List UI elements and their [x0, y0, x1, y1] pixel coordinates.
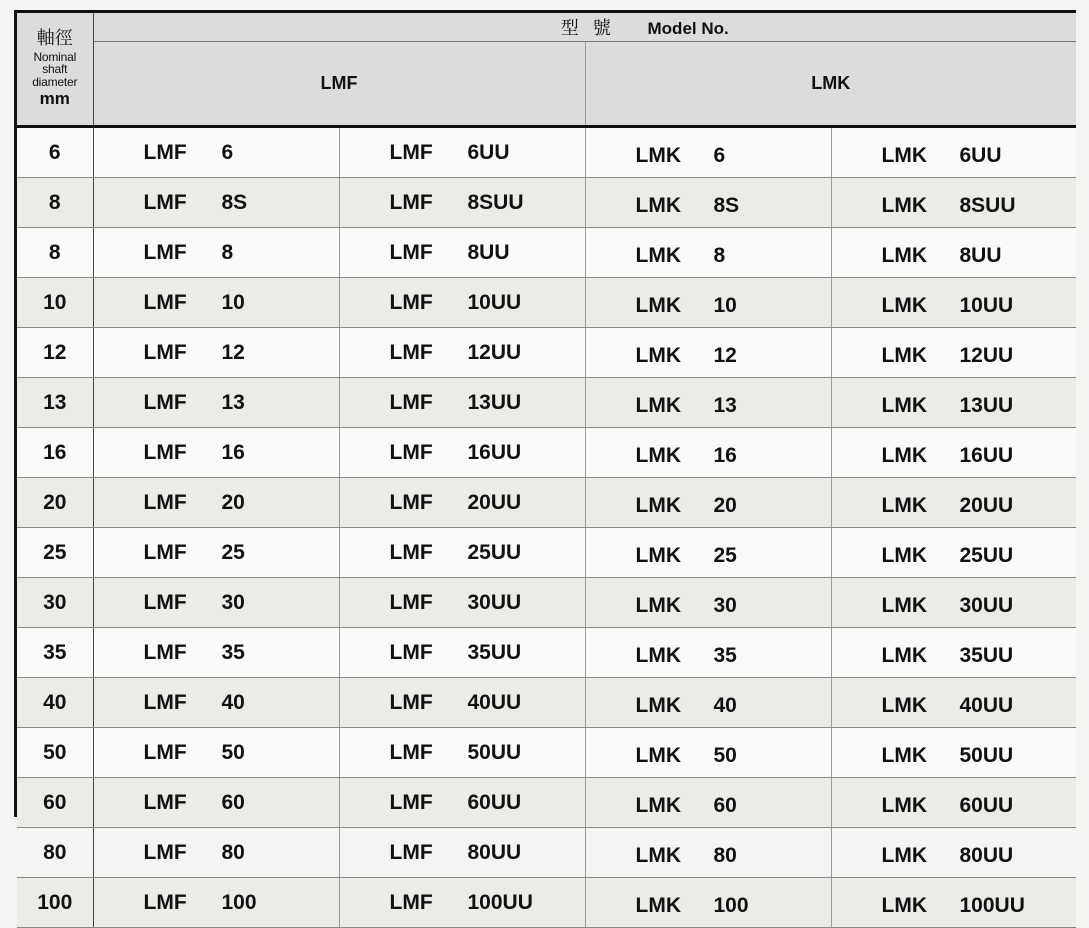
model-prefix: LMF	[143, 640, 187, 664]
model-prefix: LMF	[389, 740, 433, 764]
model-prefix: LMF	[389, 640, 433, 664]
model-prefix: LMF	[389, 340, 433, 364]
shaft-diameter-cell: 20	[17, 478, 93, 528]
shaft-diameter-cell: 80	[17, 828, 93, 878]
model-prefix: LMK	[881, 893, 927, 917]
model-size: 35UU	[959, 643, 1014, 667]
model-cell-lmk-uu	[831, 328, 1076, 378]
model-prefix: LMK	[881, 843, 927, 867]
model-size: 25	[713, 543, 737, 567]
model-size: 8	[713, 243, 726, 267]
model-prefix: LMK	[635, 843, 681, 867]
table-row	[17, 328, 1076, 378]
model-size: 6UU	[959, 143, 1002, 167]
model-size: 16	[221, 440, 245, 464]
model-size: 10UU	[467, 290, 522, 314]
model-prefix: LMK	[881, 143, 927, 167]
model-size: 16UU	[467, 440, 522, 464]
model-size: 8UU	[959, 243, 1002, 267]
shaft-diameter-cell: 10	[17, 278, 93, 328]
model-cell-lmf-uu	[339, 278, 585, 328]
model-cell-lmk-uu	[831, 878, 1076, 928]
model-prefix: LMF	[143, 690, 187, 714]
model-cell-lmf-uu	[339, 878, 585, 928]
diameter-header-en-1: Nominal	[33, 49, 77, 64]
model-prefix: LMK	[635, 143, 681, 167]
shaft-diameter-cell: 13	[17, 378, 93, 428]
model-size: 35UU	[467, 640, 522, 664]
model-prefix: LMF	[143, 540, 187, 564]
model-cell-lmf-uu	[339, 578, 585, 628]
shaft-diameter-cell: 12	[17, 328, 93, 378]
model-cell-lmf	[93, 428, 339, 478]
model-cell-lmk-uu	[831, 728, 1076, 778]
model-prefix: LMK	[635, 393, 681, 417]
model-prefix: LMK	[881, 193, 927, 217]
model-size: 6UU	[467, 140, 510, 164]
model-prefix: LMF	[143, 340, 187, 364]
model-prefix: LMK	[881, 443, 927, 467]
model-size: 100	[221, 890, 257, 914]
model-prefix: LMF	[389, 290, 433, 314]
model-prefix: LMF	[143, 740, 187, 764]
model-size: 100	[713, 893, 749, 917]
model-prefix: LMK	[635, 193, 681, 217]
model-cell-lmf	[93, 878, 339, 928]
model-cell-lmf-uu	[339, 428, 585, 478]
group-header-lmf: LMF	[93, 42, 585, 127]
model-cell-lmk	[585, 628, 831, 678]
model-cell-lmf-uu	[339, 378, 585, 428]
model-prefix: LMK	[881, 293, 927, 317]
model-prefix: LMF	[143, 140, 187, 164]
model-cell-lmf	[93, 228, 339, 278]
model-size: 80UU	[467, 840, 522, 864]
model-size: 30UU	[467, 590, 522, 614]
model-cell-lmf	[93, 478, 339, 528]
model-size: 100UU	[467, 890, 533, 914]
model-cell-lmf	[93, 178, 339, 228]
model-prefix: LMF	[143, 290, 187, 314]
model-prefix: LMK	[635, 293, 681, 317]
model-prefix: LMF	[143, 590, 187, 614]
shaft-diameter-cell: 50	[17, 728, 93, 778]
model-cell-lmk	[585, 328, 831, 378]
model-prefix: LMK	[635, 743, 681, 767]
model-prefix: LMF	[389, 690, 433, 714]
model-size: 80	[221, 840, 245, 864]
model-cell-lmf	[93, 778, 339, 828]
model-cell-lmk	[585, 478, 831, 528]
diameter-header	[17, 13, 93, 127]
table-row	[17, 578, 1076, 628]
model-size: 10	[221, 290, 245, 314]
model-size: 10	[713, 293, 737, 317]
model-size: 12	[221, 340, 245, 364]
model-prefix: LMK	[635, 343, 681, 367]
model-prefix: LMF	[389, 490, 433, 514]
model-cell-lmk-uu	[831, 628, 1076, 678]
shaft-diameter-cell: 60	[17, 778, 93, 828]
model-cell-lmk-uu	[831, 828, 1076, 878]
model-size: 16	[713, 443, 737, 467]
model-cell-lmf	[93, 728, 339, 778]
model-number-header-en: Model No.	[647, 19, 729, 38]
table-row	[17, 628, 1076, 678]
model-number-table-body	[17, 127, 1076, 928]
model-size: 20	[713, 493, 737, 517]
model-number-table	[17, 13, 1076, 928]
shaft-diameter-cell: 30	[17, 578, 93, 628]
model-cell-lmk	[585, 178, 831, 228]
model-cell-lmk-uu	[831, 678, 1076, 728]
table-row	[17, 528, 1076, 578]
model-prefix: LMF	[389, 840, 433, 864]
model-prefix: LMF	[143, 890, 187, 914]
model-number-header-zh: 型號	[560, 18, 625, 39]
model-size: 80	[713, 843, 737, 867]
model-cell-lmk	[585, 828, 831, 878]
model-cell-lmk-uu	[831, 127, 1076, 178]
model-cell-lmf	[93, 127, 339, 178]
model-size: 20UU	[959, 493, 1014, 517]
table-row	[17, 778, 1076, 828]
model-size: 60UU	[959, 793, 1014, 817]
model-size: 30	[221, 590, 245, 614]
model-size: 50UU	[467, 740, 522, 764]
model-cell-lmk	[585, 528, 831, 578]
table-row	[17, 378, 1076, 428]
model-size: 8UU	[467, 240, 510, 264]
model-prefix: LMK	[881, 393, 927, 417]
model-cell-lmf-uu	[339, 228, 585, 278]
shaft-diameter-cell: 40	[17, 678, 93, 728]
model-size: 40UU	[959, 693, 1014, 717]
diameter-header-zh: 軸徑	[36, 27, 73, 49]
model-cell-lmf	[93, 678, 339, 728]
diameter-header-en-3: diameter	[32, 74, 78, 89]
table-row	[17, 678, 1076, 728]
model-prefix: LMK	[635, 493, 681, 517]
model-size: 80UU	[959, 843, 1014, 867]
model-prefix: LMK	[635, 593, 681, 617]
model-size: 10UU	[959, 293, 1014, 317]
model-cell-lmk	[585, 728, 831, 778]
shaft-diameter-cell: 100	[17, 878, 93, 928]
model-cell-lmk-uu	[831, 528, 1076, 578]
model-cell-lmf	[93, 328, 339, 378]
group-header-lmk: LMK	[585, 42, 1076, 127]
model-cell-lmk	[585, 878, 831, 928]
model-size: 6	[713, 143, 726, 167]
model-number-table-sheet	[14, 10, 1076, 917]
model-size: 35	[221, 640, 245, 664]
model-prefix: LMK	[881, 593, 927, 617]
model-size: 12	[713, 343, 737, 367]
shaft-diameter-cell: 8	[17, 228, 93, 278]
model-size: 25	[221, 540, 245, 564]
model-cell-lmf-uu	[339, 127, 585, 178]
model-size: 30	[713, 593, 737, 617]
model-cell-lmk	[585, 127, 831, 178]
model-size: 12UU	[959, 343, 1014, 367]
model-size: 40	[713, 693, 737, 717]
shaft-diameter-cell: 8	[17, 178, 93, 228]
model-size: 25UU	[959, 543, 1014, 567]
model-size: 13UU	[467, 390, 522, 414]
model-size: 13	[221, 390, 245, 414]
model-prefix: LMK	[635, 643, 681, 667]
shaft-diameter-cell: 16	[17, 428, 93, 478]
model-prefix: LMF	[389, 540, 433, 564]
table-row	[17, 728, 1076, 778]
model-size: 60UU	[467, 790, 522, 814]
model-cell-lmf-uu	[339, 778, 585, 828]
model-prefix: LMF	[143, 190, 187, 214]
shaft-diameter-cell: 35	[17, 628, 93, 678]
model-size: 8SUU	[467, 190, 524, 214]
model-cell-lmk-uu	[831, 378, 1076, 428]
model-size: 16UU	[959, 443, 1014, 467]
table-row	[17, 878, 1076, 928]
model-cell-lmk	[585, 278, 831, 328]
model-prefix: LMK	[635, 543, 681, 567]
model-prefix: LMK	[881, 743, 927, 767]
model-cell-lmk	[585, 778, 831, 828]
model-cell-lmf-uu	[339, 828, 585, 878]
model-cell-lmf	[93, 278, 339, 328]
table-row	[17, 127, 1076, 178]
model-size: 8S	[713, 193, 740, 217]
model-cell-lmk	[585, 228, 831, 278]
model-size: 50UU	[959, 743, 1014, 767]
model-prefix: LMF	[389, 140, 433, 164]
model-cell-lmf-uu	[339, 678, 585, 728]
model-prefix: LMF	[389, 240, 433, 264]
model-prefix: LMK	[635, 793, 681, 817]
model-size: 100UU	[959, 893, 1025, 917]
model-cell-lmf	[93, 378, 339, 428]
model-prefix: LMF	[143, 440, 187, 464]
model-cell-lmf-uu	[339, 628, 585, 678]
model-prefix: LMF	[389, 790, 433, 814]
model-size: 35	[713, 643, 737, 667]
model-prefix: LMK	[881, 493, 927, 517]
model-prefix: LMK	[635, 893, 681, 917]
model-cell-lmk	[585, 378, 831, 428]
model-cell-lmf	[93, 828, 339, 878]
model-size: 12UU	[467, 340, 522, 364]
shaft-diameter-cell: 6	[17, 127, 93, 178]
model-size: 60	[713, 793, 737, 817]
model-prefix: LMF	[389, 890, 433, 914]
model-size: 20UU	[467, 490, 522, 514]
model-cell-lmk-uu	[831, 228, 1076, 278]
model-size: 8S	[221, 190, 248, 214]
table-row	[17, 278, 1076, 328]
model-cell-lmk-uu	[831, 478, 1076, 528]
model-cell-lmk-uu	[831, 178, 1076, 228]
model-size: 8	[221, 240, 234, 264]
model-cell-lmk	[585, 578, 831, 628]
model-cell-lmk-uu	[831, 578, 1076, 628]
model-prefix: LMF	[143, 240, 187, 264]
model-cell-lmk-uu	[831, 278, 1076, 328]
model-prefix: LMF	[143, 490, 187, 514]
model-prefix: LMK	[635, 243, 681, 267]
model-prefix: LMF	[389, 190, 433, 214]
model-prefix: LMK	[881, 543, 927, 567]
model-prefix: LMF	[389, 390, 433, 414]
table-row	[17, 228, 1076, 278]
table-row	[17, 178, 1076, 228]
model-number-header	[93, 13, 1076, 42]
model-cell-lmf-uu	[339, 728, 585, 778]
model-cell-lmf-uu	[339, 178, 585, 228]
model-size: 25UU	[467, 540, 522, 564]
model-cell-lmk-uu	[831, 778, 1076, 828]
model-prefix: LMK	[635, 443, 681, 467]
table-row	[17, 428, 1076, 478]
model-prefix: LMK	[881, 693, 927, 717]
model-size: 13	[713, 393, 737, 417]
model-size: 20	[221, 490, 245, 514]
model-cell-lmf	[93, 578, 339, 628]
model-prefix: LMK	[635, 693, 681, 717]
model-size: 6	[221, 140, 234, 164]
model-size: 40UU	[467, 690, 522, 714]
model-prefix: LMF	[143, 390, 187, 414]
model-cell-lmk	[585, 678, 831, 728]
model-prefix: LMF	[389, 440, 433, 464]
model-cell-lmf-uu	[339, 328, 585, 378]
table-row	[17, 828, 1076, 878]
model-prefix: LMF	[143, 790, 187, 814]
model-cell-lmf	[93, 528, 339, 578]
model-size: 8SUU	[959, 193, 1016, 217]
model-prefix: LMK	[881, 793, 927, 817]
diameter-header-en-2: shaft	[42, 62, 68, 77]
model-cell-lmf	[93, 628, 339, 678]
model-size: 13UU	[959, 393, 1014, 417]
model-prefix: LMK	[881, 243, 927, 267]
model-cell-lmk-uu	[831, 428, 1076, 478]
model-prefix: LMK	[881, 643, 927, 667]
model-prefix: LMF	[389, 590, 433, 614]
table-row	[17, 478, 1076, 528]
model-size: 40	[221, 690, 245, 714]
model-prefix: LMK	[881, 343, 927, 367]
diameter-header-unit: mm	[39, 89, 70, 109]
model-cell-lmf-uu	[339, 478, 585, 528]
model-cell-lmf-uu	[339, 528, 585, 578]
model-size: 50	[221, 740, 245, 764]
model-size: 30UU	[959, 593, 1014, 617]
model-size: 60	[221, 790, 245, 814]
model-cell-lmk	[585, 428, 831, 478]
model-size: 50	[713, 743, 737, 767]
shaft-diameter-cell: 25	[17, 528, 93, 578]
model-prefix: LMF	[143, 840, 187, 864]
